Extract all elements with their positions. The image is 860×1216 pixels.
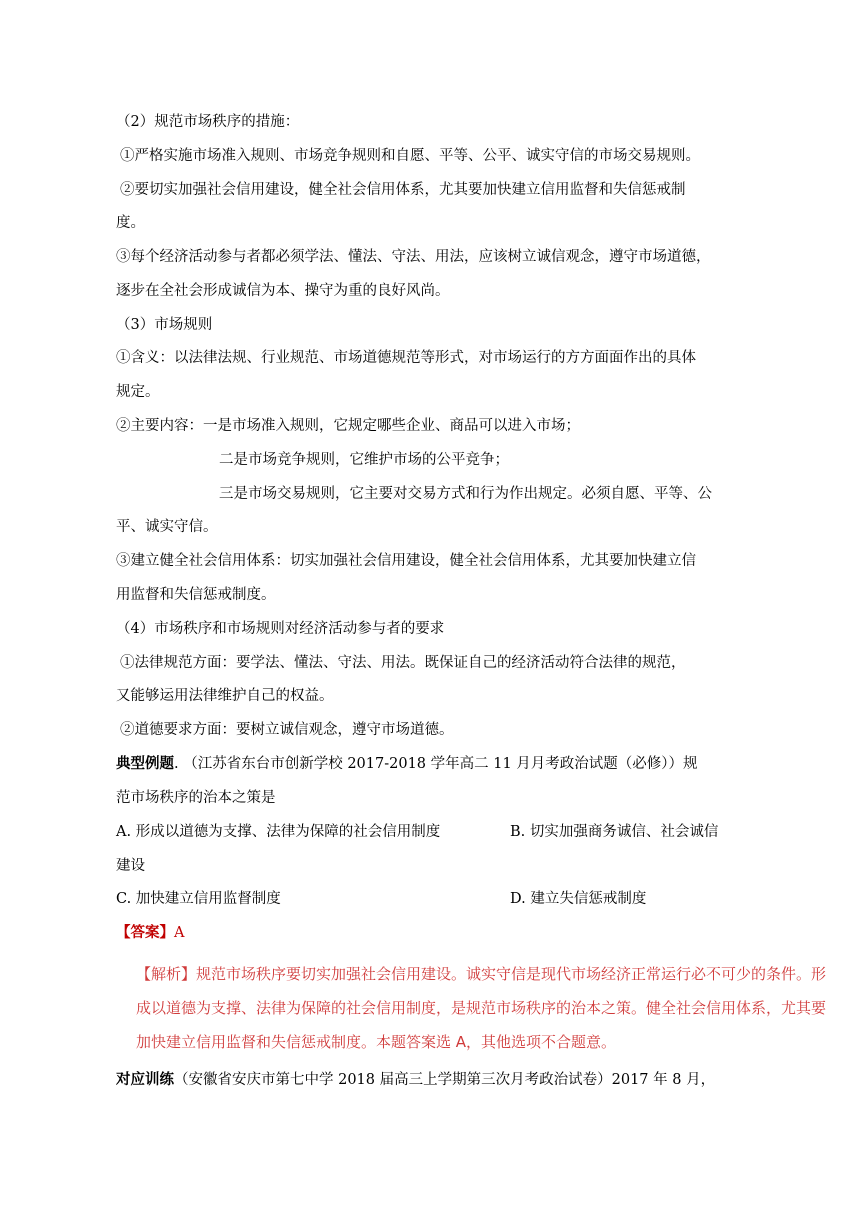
- answer-value: A: [174, 925, 185, 941]
- paragraph-line: 三是市场交易规则，它主要对交易方式和行为作出规定。必须自愿、平等、公: [219, 486, 712, 502]
- section-heading-2: （2）规范市场秩序的措施：: [116, 114, 300, 130]
- paragraph-line: 平、诚实守信。: [116, 519, 218, 535]
- option-a: A. 形成以道德为支撑、法律为保障的社会信用制度: [116, 824, 441, 840]
- training-text: （安徽省安庆市第七中学 2018 届高三上学期第三次月考政治试卷）2017 年 8 月，: [174, 1072, 716, 1088]
- section-heading-4: （4）市场秩序和市场规则对经济活动参与者的要求: [116, 621, 445, 637]
- paragraph-line: ①严格实施市场准入规则、市场竞争规则和自愿、平等、公平、诚实守信的市场交易规则。: [120, 148, 700, 164]
- example-question: [116, 754, 698, 774]
- paragraph-line: 逐步在全社会形成诚信为本、操守为重的良好风尚。: [116, 283, 450, 299]
- paragraph-line: ③建立健全社会信用体系：切实加强社会信用建设，健全社会信用体系，尤其要加快建立信: [116, 553, 696, 569]
- answer: [116, 923, 184, 943]
- example-question-cont: 范市场秩序的治本之策是: [116, 790, 276, 806]
- paragraph-line: 用监督和失信惩戒制度。: [116, 587, 276, 603]
- explanation-line: 【解析】规范市场秩序要切实加强社会信用建设。诚实守信是现代市场经济正常运行必不可少的条件。形: [136, 965, 827, 983]
- paragraph-line: 度。: [116, 215, 145, 231]
- option-b-cont: 建设: [116, 858, 145, 874]
- option-c: C. 加快建立信用监督制度: [116, 891, 281, 907]
- explanation-line: 成以道德为支撑、法律为保障的社会信用制度，是规范市场秩序的治本之策。健全社会信用体系，尤其要: [136, 999, 827, 1017]
- option-b: B. 切实加强商务诚信、社会诚信: [510, 824, 719, 840]
- paragraph-line: ①法律规范方面：要学法、懂法、守法、用法。既保证自己的经济活动符合法律的规范，: [120, 655, 686, 671]
- section-heading-3: （3）市场规则: [116, 317, 213, 333]
- answer-label: 【答案】: [116, 924, 174, 941]
- paragraph-line: ②要切实加强社会信用建设，健全社会信用体系，尤其要加快建立信用监督和失信惩戒制: [120, 182, 686, 198]
- paragraph-line: 又能够运用法律维护自己的权益。: [116, 688, 334, 704]
- option-d: D. 建立失信惩戒制度: [510, 891, 647, 907]
- explanation-line: 加快建立信用监督和失信惩戒制度。本题答案选 A，其他选项不合题意。: [136, 1033, 617, 1051]
- paragraph-line: ②主要内容：一是市场准入规则，它规定哪些企业、商品可以进入市场；: [116, 418, 580, 434]
- paragraph-line: ②道德要求方面：要树立诚信观念，遵守市场道德。: [120, 722, 454, 738]
- paragraph-line: 二是市场竞争规则，它维护市场的公平竞争；: [219, 452, 509, 468]
- paragraph-line: 规定。: [116, 384, 160, 400]
- example-text: . （江苏省东台市创新学校 2017-2018 学年高二 11 月月考政治试题（必修））规: [174, 756, 698, 772]
- paragraph-line: ①含义：以法律法规、行业规范、市场道德规范等形式，对市场运行的方方面面作出的具体: [116, 350, 696, 366]
- example-label: 典型例题: [116, 755, 174, 772]
- paragraph-line: ③每个经济活动参与者都必须学法、懂法、守法、用法，应该树立诚信观念，遵守市场道德，: [116, 249, 711, 265]
- training-question: [116, 1070, 715, 1090]
- training-label: 对应训练: [116, 1071, 174, 1088]
